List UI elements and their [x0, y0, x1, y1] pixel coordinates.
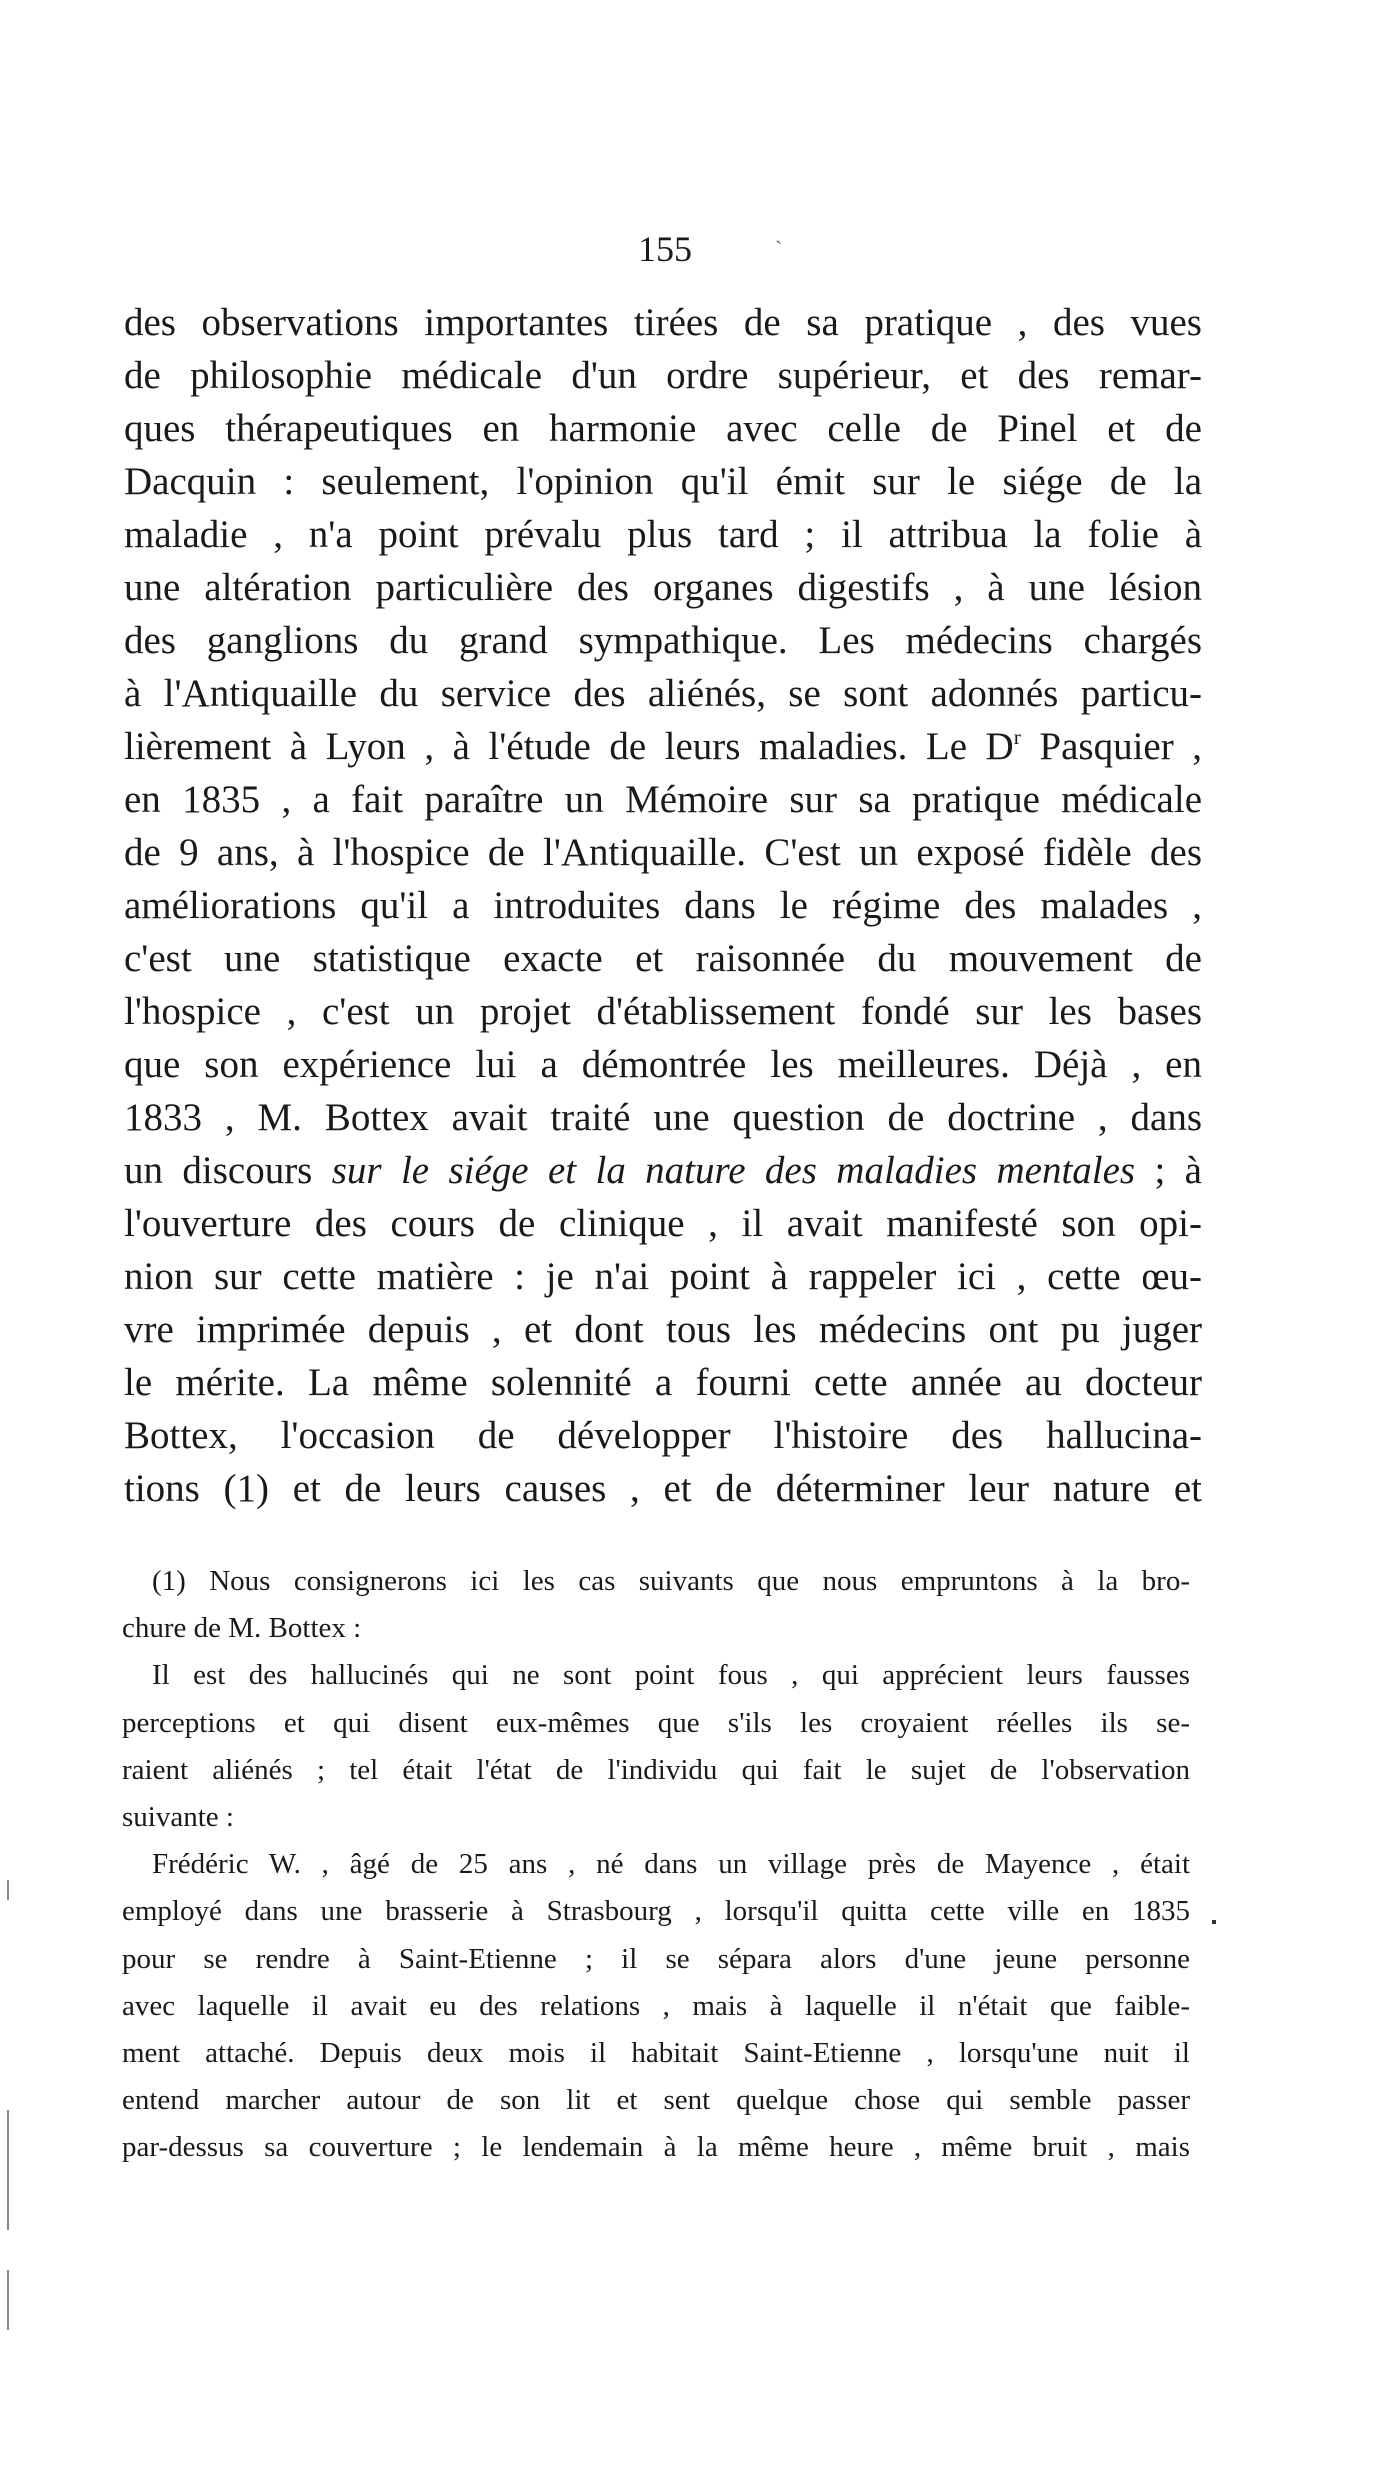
footnote-line: perceptions et qui disent eux-mêmes que s'ils les croyaient réelles ils se- [122, 1706, 1190, 1739]
superscript: r [1013, 725, 1021, 749]
footnote-line: entend marcher autour de son lit et sent quelque chose qui semble passer [122, 2084, 1190, 2117]
text-line: nion sur cette matière : je n'ai point à rappeler ici , cette œu- [124, 1255, 1202, 1298]
text-line: Bottex, l'occasion de développer l'histoire des hallucina- [124, 1414, 1202, 1457]
text-line: des observations importantes tirées de sa pratique , des vues [124, 301, 1202, 344]
text-line: des ganglions du grand sympathique. Les médecins chargés [124, 619, 1202, 662]
text-segment: lièrement à Lyon , à l'étude de leurs maladies. Le D [124, 725, 1014, 768]
scan-edge-mark [7, 2270, 9, 2330]
text-line: l'ouverture des cours de clinique , il avait manifesté son opi- [124, 1202, 1202, 1245]
text-line: l'hospice , c'est un projet d'établissement fondé sur les bases [124, 990, 1202, 1033]
text-line: que son expérience lui a démontrée les meilleures. Déjà , en [124, 1043, 1202, 1086]
footnote-line: pour se rendre à Saint-Etienne ; il se sépara alors d'une jeune personne [122, 1942, 1190, 1975]
main-text [124, 296, 1202, 1515]
footnote-line: chure de M. Bottex : [122, 1612, 362, 1645]
text-line: ques thérapeutiques en harmonie avec celle de Pinel et de [124, 407, 1202, 450]
footnote-line: employé dans une brasserie à Strasbourg , lorsqu'il quitta cette ville en 1835 [122, 1895, 1190, 1928]
scan-speck [1212, 1920, 1216, 1924]
text-line: une altération particulière des organes digestifs , à une lésion [124, 566, 1202, 609]
text-line: Dacquin : seulement, l'opinion qu'il émit sur le siége de la [124, 460, 1202, 503]
italic-title: sur le siége et la nature des maladies mentales [331, 1149, 1136, 1192]
scan-edge-mark [7, 1880, 9, 1900]
text-line: vre imprimée depuis , et dont tous les médecins ont pu juger [124, 1308, 1202, 1351]
footnote-line: ment attaché. Depuis deux mois il habitait Saint-Etienne , lorsqu'une nuit il [122, 2036, 1190, 2069]
text-line: à l'Antiquaille du service des aliénés, se sont adonnés particu- [124, 672, 1202, 715]
footnote-line: suivante : [122, 1800, 234, 1833]
text-line: de 9 ans, à l'hospice de l'Antiquaille. C'est un exposé fidèle des [124, 831, 1202, 874]
text-line: c'est une statistique exacte et raisonnée du mouvement de [124, 937, 1202, 980]
footnote-line: (1) Nous consignerons ici les cas suivants que nous empruntons à la bro- [152, 1565, 1190, 1597]
text-line: tions (1) et de leurs causes , et de déterminer leur nature et [124, 1467, 1202, 1510]
text-line [124, 720, 1202, 773]
text-line: en 1835 , a fait paraître un Mémoire sur sa pratique médicale [124, 778, 1202, 821]
text-line: de philosophie médicale d'un ordre supérieur, et des remar- [124, 354, 1202, 397]
scan-edge-mark [7, 2110, 9, 2230]
footnote-line: Il est des hallucinés qui ne sont point fous , qui apprécient leurs fausses [152, 1659, 1190, 1692]
footnote-line: raient aliénés ; tel était l'état de l'individu qui fait le sujet de l'observation [122, 1753, 1190, 1786]
text-segment: ; à [1135, 1149, 1202, 1192]
page-number: 155 [638, 229, 692, 269]
footnote [122, 1558, 1190, 2171]
text-segment: Pasquier , [1020, 725, 1203, 768]
text-segment: un discours [124, 1149, 332, 1192]
text-line [124, 1144, 1202, 1197]
print-mark: ` [775, 236, 783, 261]
text-line: maladie , n'a point prévalu plus tard ; il attribua la folie à [124, 513, 1202, 556]
text-line: le mérite. La même solennité a fourni cette année au docteur [124, 1361, 1202, 1404]
footnote-line: Frédéric W. , âgé de 25 ans , né dans un village près de Mayence , était [152, 1848, 1190, 1881]
text-line: améliorations qu'il a introduites dans le régime des malades , [124, 884, 1202, 927]
footnote-line: par-dessus sa couverture ; le lendemain à la même heure , même bruit , mais [122, 2131, 1190, 2164]
text-line: 1833 , M. Bottex avait traité une question de doctrine , dans [124, 1096, 1202, 1139]
footnote-line: avec laquelle il avait eu des relations , mais à laquelle il n'était que faible- [122, 1989, 1190, 2022]
